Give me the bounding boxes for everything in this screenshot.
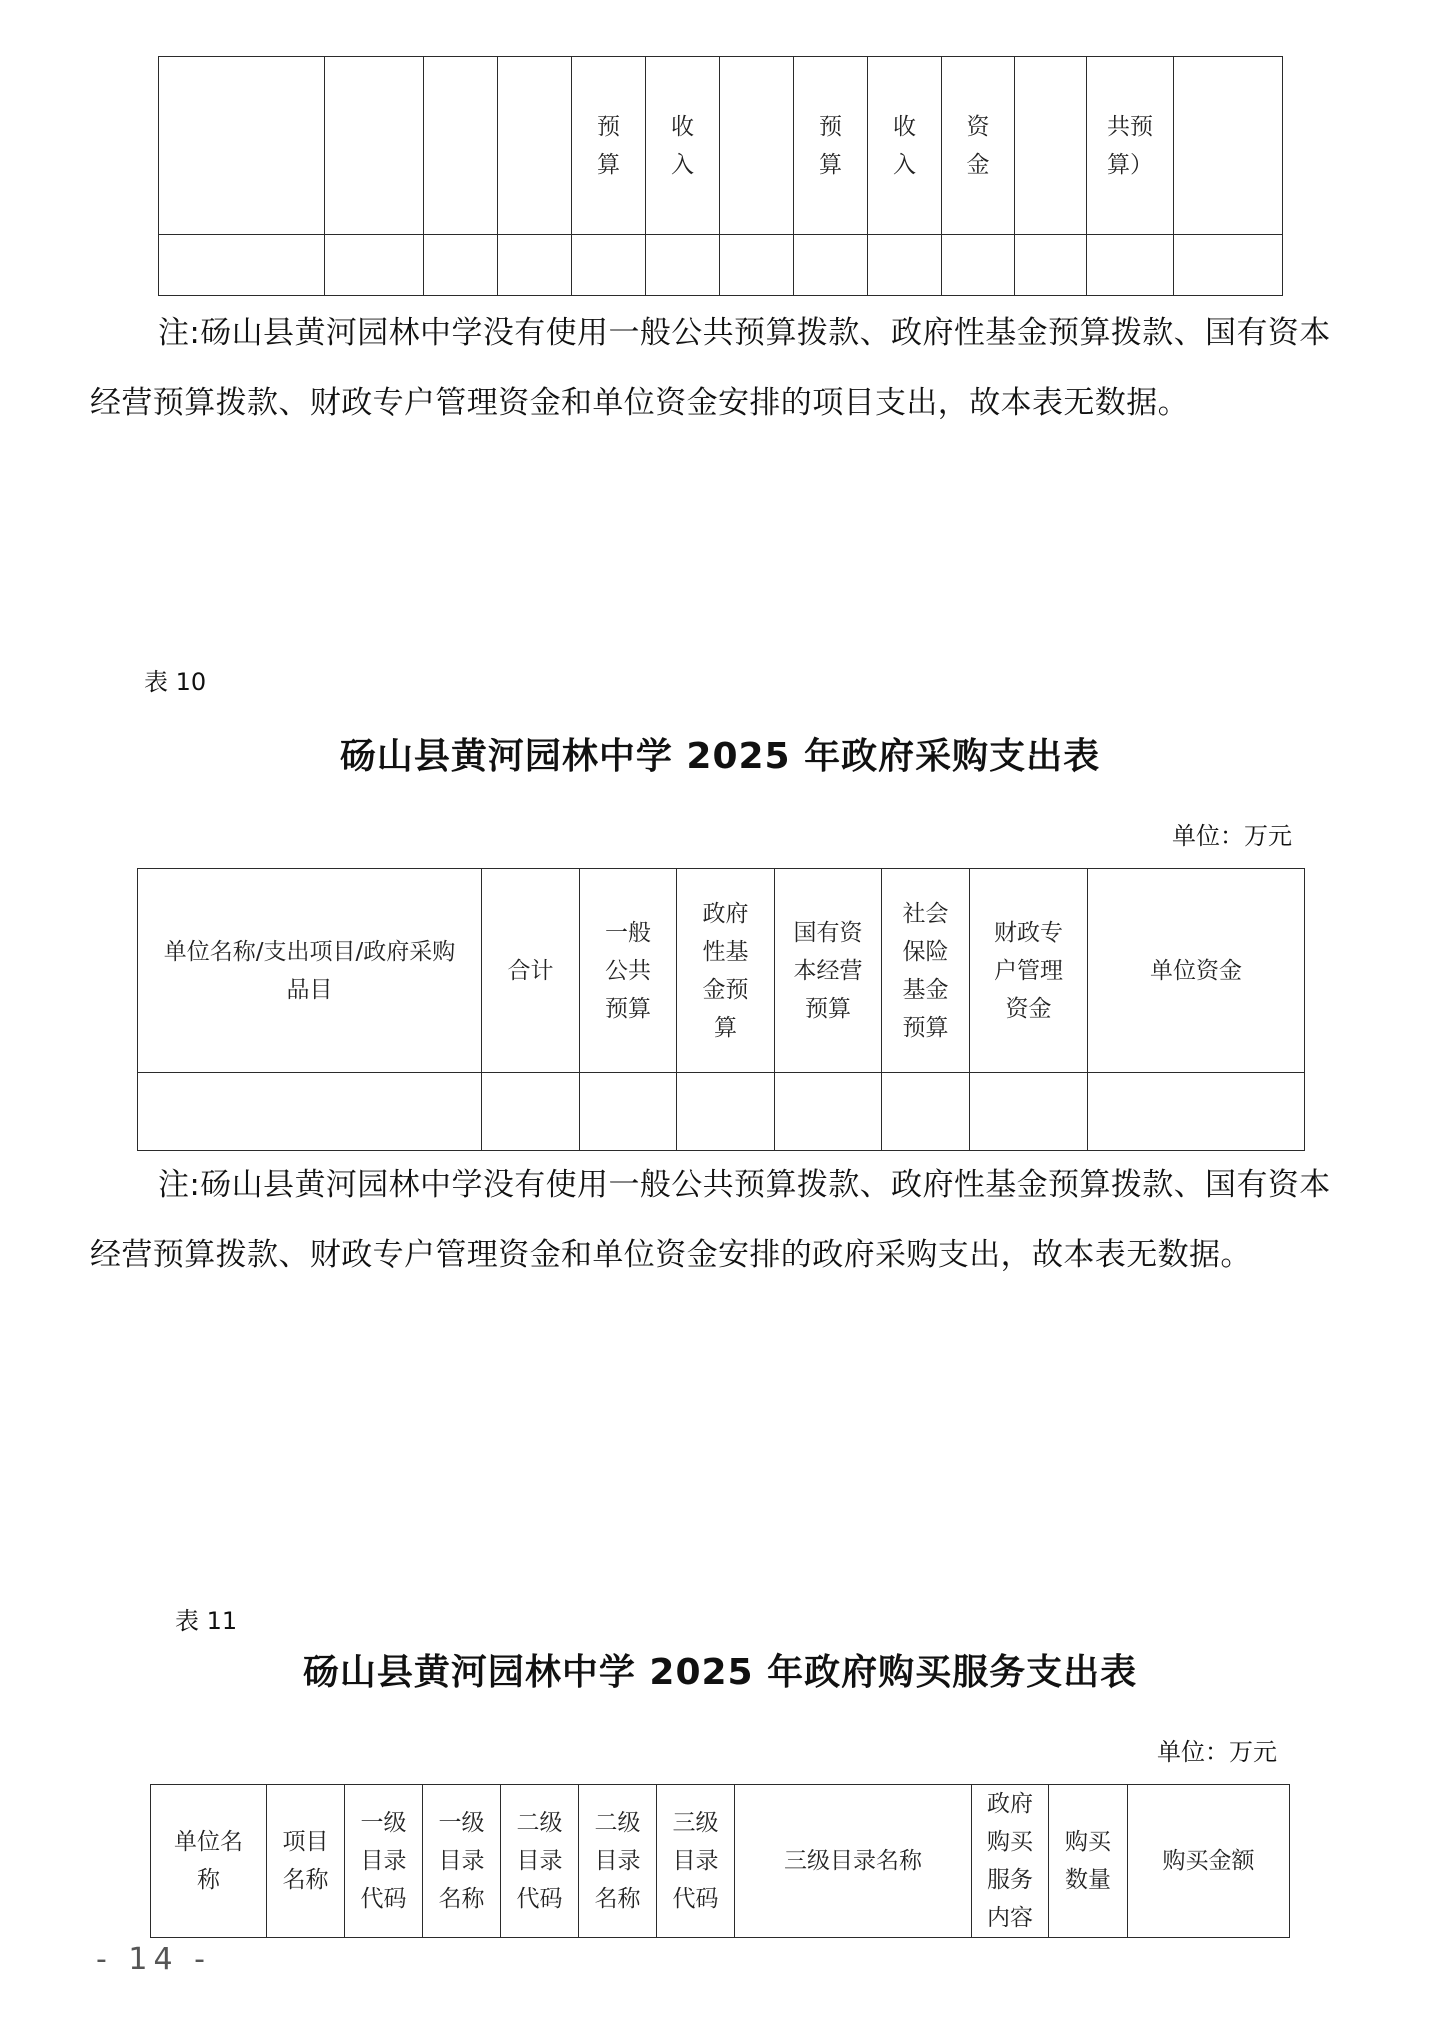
header-cell (498, 57, 572, 235)
table-cell (794, 235, 868, 296)
header-cell: 国有资 本经营 预算 (775, 869, 882, 1073)
header-cell: 三级 目录 代码 (657, 1785, 735, 1938)
header-cell: 合计 (482, 869, 580, 1073)
table-10 (137, 868, 1305, 1151)
table-cell (1015, 235, 1087, 296)
header-cell (1174, 57, 1283, 235)
table-cell (646, 235, 720, 296)
table-cell (482, 1073, 580, 1151)
header-cell: 资 金 (942, 57, 1015, 235)
header-cell: 二级 目录 代码 (501, 1785, 579, 1938)
table-cell (498, 235, 572, 296)
table-cell (159, 235, 325, 296)
table-cell (138, 1073, 482, 1151)
header-cell: 一级 目录 代码 (345, 1785, 423, 1938)
header-cell: 二级 目录 名称 (579, 1785, 657, 1938)
header-cell (720, 57, 794, 235)
table-cell (580, 1073, 677, 1151)
header-cell: 购买金额 (1128, 1785, 1290, 1938)
table-header-row (138, 869, 1305, 1073)
header-cell: 三级目录名称 (735, 1785, 972, 1938)
header-cell (325, 57, 424, 235)
header-cell (159, 57, 325, 235)
header-cell: 一般 公共 预算 (580, 869, 677, 1073)
header-cell: 单位资金 (1088, 869, 1305, 1073)
table-cell (424, 235, 498, 296)
header-cell: 政府 性基 金预 算 (677, 869, 775, 1073)
header-cell: 单位名称/支出项目/政府采购 品目 (138, 869, 482, 1073)
header-cell (424, 57, 498, 235)
table-cell (882, 1073, 970, 1151)
table-cell (775, 1073, 882, 1151)
header-cell: 财政专 户管理 资金 (970, 869, 1088, 1073)
table-cell (677, 1073, 775, 1151)
table-9-fragment (158, 56, 1283, 296)
table-9-note: 注:砀山县黄河园林中学没有使用一般公共预算拨款、政府性基金预算拨款、国有资本经营预算拨款、财政专户管理资金和单位资金安排的项目支出，故本表无数据。 (90, 315, 1331, 421)
table-row-empty (138, 1073, 1305, 1151)
header-cell: 单位名 称 (151, 1785, 267, 1938)
table-header-row (151, 1785, 1290, 1938)
header-cell: 共预 算） (1087, 57, 1174, 235)
table-cell (572, 235, 646, 296)
header-cell: 社会 保险 基金 预算 (882, 869, 970, 1073)
table-row-empty (159, 235, 1283, 296)
table-11-label: 表 11 (175, 1607, 238, 1635)
page-number: - 14 - (96, 1942, 211, 1977)
header-cell (1015, 57, 1087, 235)
table-11-unit: 单位：万元 (1157, 1738, 1277, 1766)
table-10-note: 注:砀山县黄河园林中学没有使用一般公共预算拨款、政府性基金预算拨款、国有资本经营预算拨款、财政专户管理资金和单位资金安排的政府采购支出，故本表无数据。 (90, 1167, 1331, 1273)
table-header-row (159, 57, 1283, 235)
header-cell: 预 算 (572, 57, 646, 235)
header-cell: 一级 目录 名称 (423, 1785, 501, 1938)
table-cell (1088, 1073, 1305, 1151)
header-cell: 收 入 (868, 57, 942, 235)
table-cell (1087, 235, 1174, 296)
table-cell (325, 235, 424, 296)
table-cell (720, 235, 794, 296)
table-cell (1174, 235, 1283, 296)
header-cell: 购买 数量 (1049, 1785, 1128, 1938)
table-11 (150, 1784, 1290, 1938)
table-10-unit: 单位：万元 (1172, 822, 1292, 850)
table-cell (942, 235, 1015, 296)
table-cell (970, 1073, 1088, 1151)
table-10-title: 砀山县黄河园林中学 2025 年政府采购支出表 (339, 736, 1101, 777)
header-cell: 收 入 (646, 57, 720, 235)
table-11-title: 砀山县黄河园林中学 2025 年政府购买服务支出表 (302, 1652, 1138, 1693)
table-10-label: 表 10 (144, 668, 207, 696)
header-cell: 预 算 (794, 57, 868, 235)
header-cell: 政府 购买 服务 内容 (972, 1785, 1049, 1938)
header-cell: 项目 名称 (267, 1785, 345, 1938)
table-cell (868, 235, 942, 296)
